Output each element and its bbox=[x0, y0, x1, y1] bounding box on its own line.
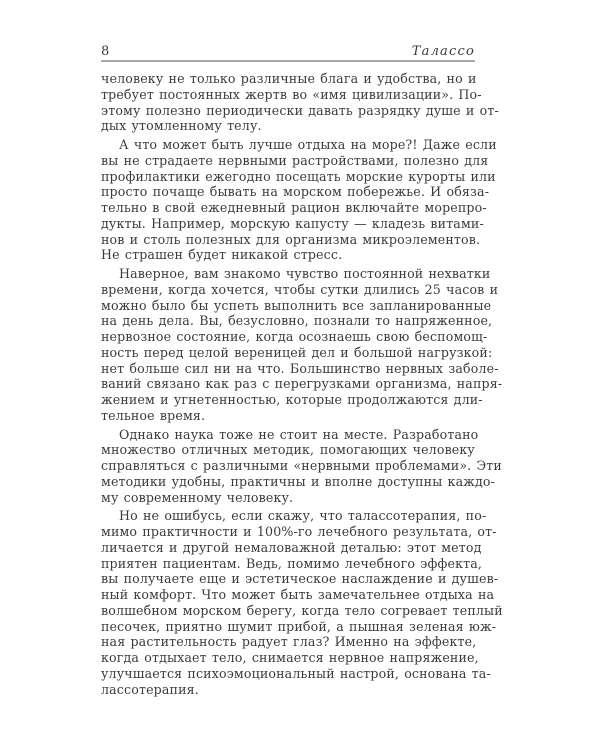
paragraph bbox=[101, 426, 502, 506]
paragraph bbox=[101, 266, 503, 424]
text-line: личается и другой немаловажной деталью: этот метод bbox=[101, 539, 482, 555]
text-line: ность перед целой вереницей дел и большой нагрузкой: bbox=[101, 344, 493, 360]
paragraph bbox=[101, 137, 497, 263]
text-line: на день дела. Вы, безусловно, познали то напряженное, bbox=[101, 313, 493, 329]
text-line: ный комфорт. Что может быть замечательнее отдыха на bbox=[101, 587, 495, 602]
text-line: просто почаще бывать на морском побережье. И обяза- bbox=[101, 184, 490, 200]
running-head bbox=[101, 40, 475, 62]
text-line: профилактики ежегодно посещать морские курорты или bbox=[101, 168, 496, 184]
text-line: приятен пациентам. Ведь, помимо лечебного эффекта, bbox=[101, 555, 483, 571]
text-line: нервозное состояние, когда осознаешь свою беспомощ- bbox=[101, 329, 488, 344]
running-title: Талассо bbox=[411, 44, 475, 59]
text-line: времени, когда хочется, чтобы сутки длились 25 часов и bbox=[101, 281, 499, 297]
text-line: песочек, приятно шумит прибой, а пышная зеленая юж- bbox=[101, 618, 497, 634]
book-page bbox=[101, 40, 503, 697]
text-line: вы получаете еще и эстетическое наслаждение и душев- bbox=[101, 571, 499, 587]
paragraph bbox=[101, 508, 503, 697]
text-line: Но не ошибусь, если скажу, что талассотерапия, по- bbox=[119, 508, 487, 524]
page-number: 8 bbox=[101, 44, 110, 59]
text-line: Однако наука тоже не стоит на месте. Разработано bbox=[119, 426, 479, 442]
paragraph bbox=[101, 71, 499, 134]
text-line: лассотерапия. bbox=[101, 681, 199, 697]
text-line: можно было бы успеть выполнить все запланированные bbox=[101, 297, 492, 313]
text-line: А что может быть лучше отдыха на море?! Даже если bbox=[119, 137, 497, 152]
text-line: этому полезно периодически давать разрядку душе и от- bbox=[101, 102, 499, 118]
text-line: методики удобны, практичны и вполне доступны каждо- bbox=[101, 473, 496, 489]
text-line: дукты. Например, морскую капусту — кладезь витами- bbox=[101, 215, 484, 231]
text-line: множество отличных методик, помогающих человеку bbox=[101, 442, 475, 458]
text-line: мимо практичности и 100%-го лечебного результата, от- bbox=[101, 524, 497, 539]
text-line: жением и угнетенностью, которые продолжаются дли- bbox=[101, 392, 483, 407]
text-line: волшебном морском берегу, когда тело согревает теплый bbox=[101, 602, 503, 618]
text-line: улучшается психоэмоциональный настрой, основана та- bbox=[101, 665, 491, 681]
text-line: нет больше сил ни на что. Большинство нервных заболе- bbox=[101, 360, 499, 376]
text-line: му современному человеку. bbox=[101, 489, 294, 505]
text-line: человеку не только различные блага и удобства, но и bbox=[101, 71, 477, 86]
text-line: ваний связано как раз с перегрузками организма, напря- bbox=[101, 376, 503, 392]
text-line: Наверное, вам знакомо чувство постоянной нехватки bbox=[119, 266, 491, 281]
text-line: нов и столь полезных для организма микроэлементов. bbox=[101, 231, 481, 247]
text-line: тельно в свой ежедневный рацион включайте морепро- bbox=[101, 200, 487, 215]
body-text bbox=[101, 71, 503, 697]
text-line: Не страшен будет никакой стресс. bbox=[101, 247, 343, 263]
text-line: ная растительность радует глаз? Именно на эффекте, bbox=[101, 634, 477, 650]
text-line: когда отдыхает тело, снимается нервное напряжение, bbox=[101, 650, 479, 665]
text-line: дых утомленному телу. bbox=[101, 118, 262, 134]
text-line: требует постоянных жертв во «имя цивилизации». По- bbox=[101, 86, 482, 102]
text-line: тельное время. bbox=[101, 407, 206, 423]
text-line: справляться с различными «нервными проблемами». Эти bbox=[101, 458, 502, 473]
text-line: вы не страдаете нервными растройствами, полезно для bbox=[101, 152, 489, 168]
